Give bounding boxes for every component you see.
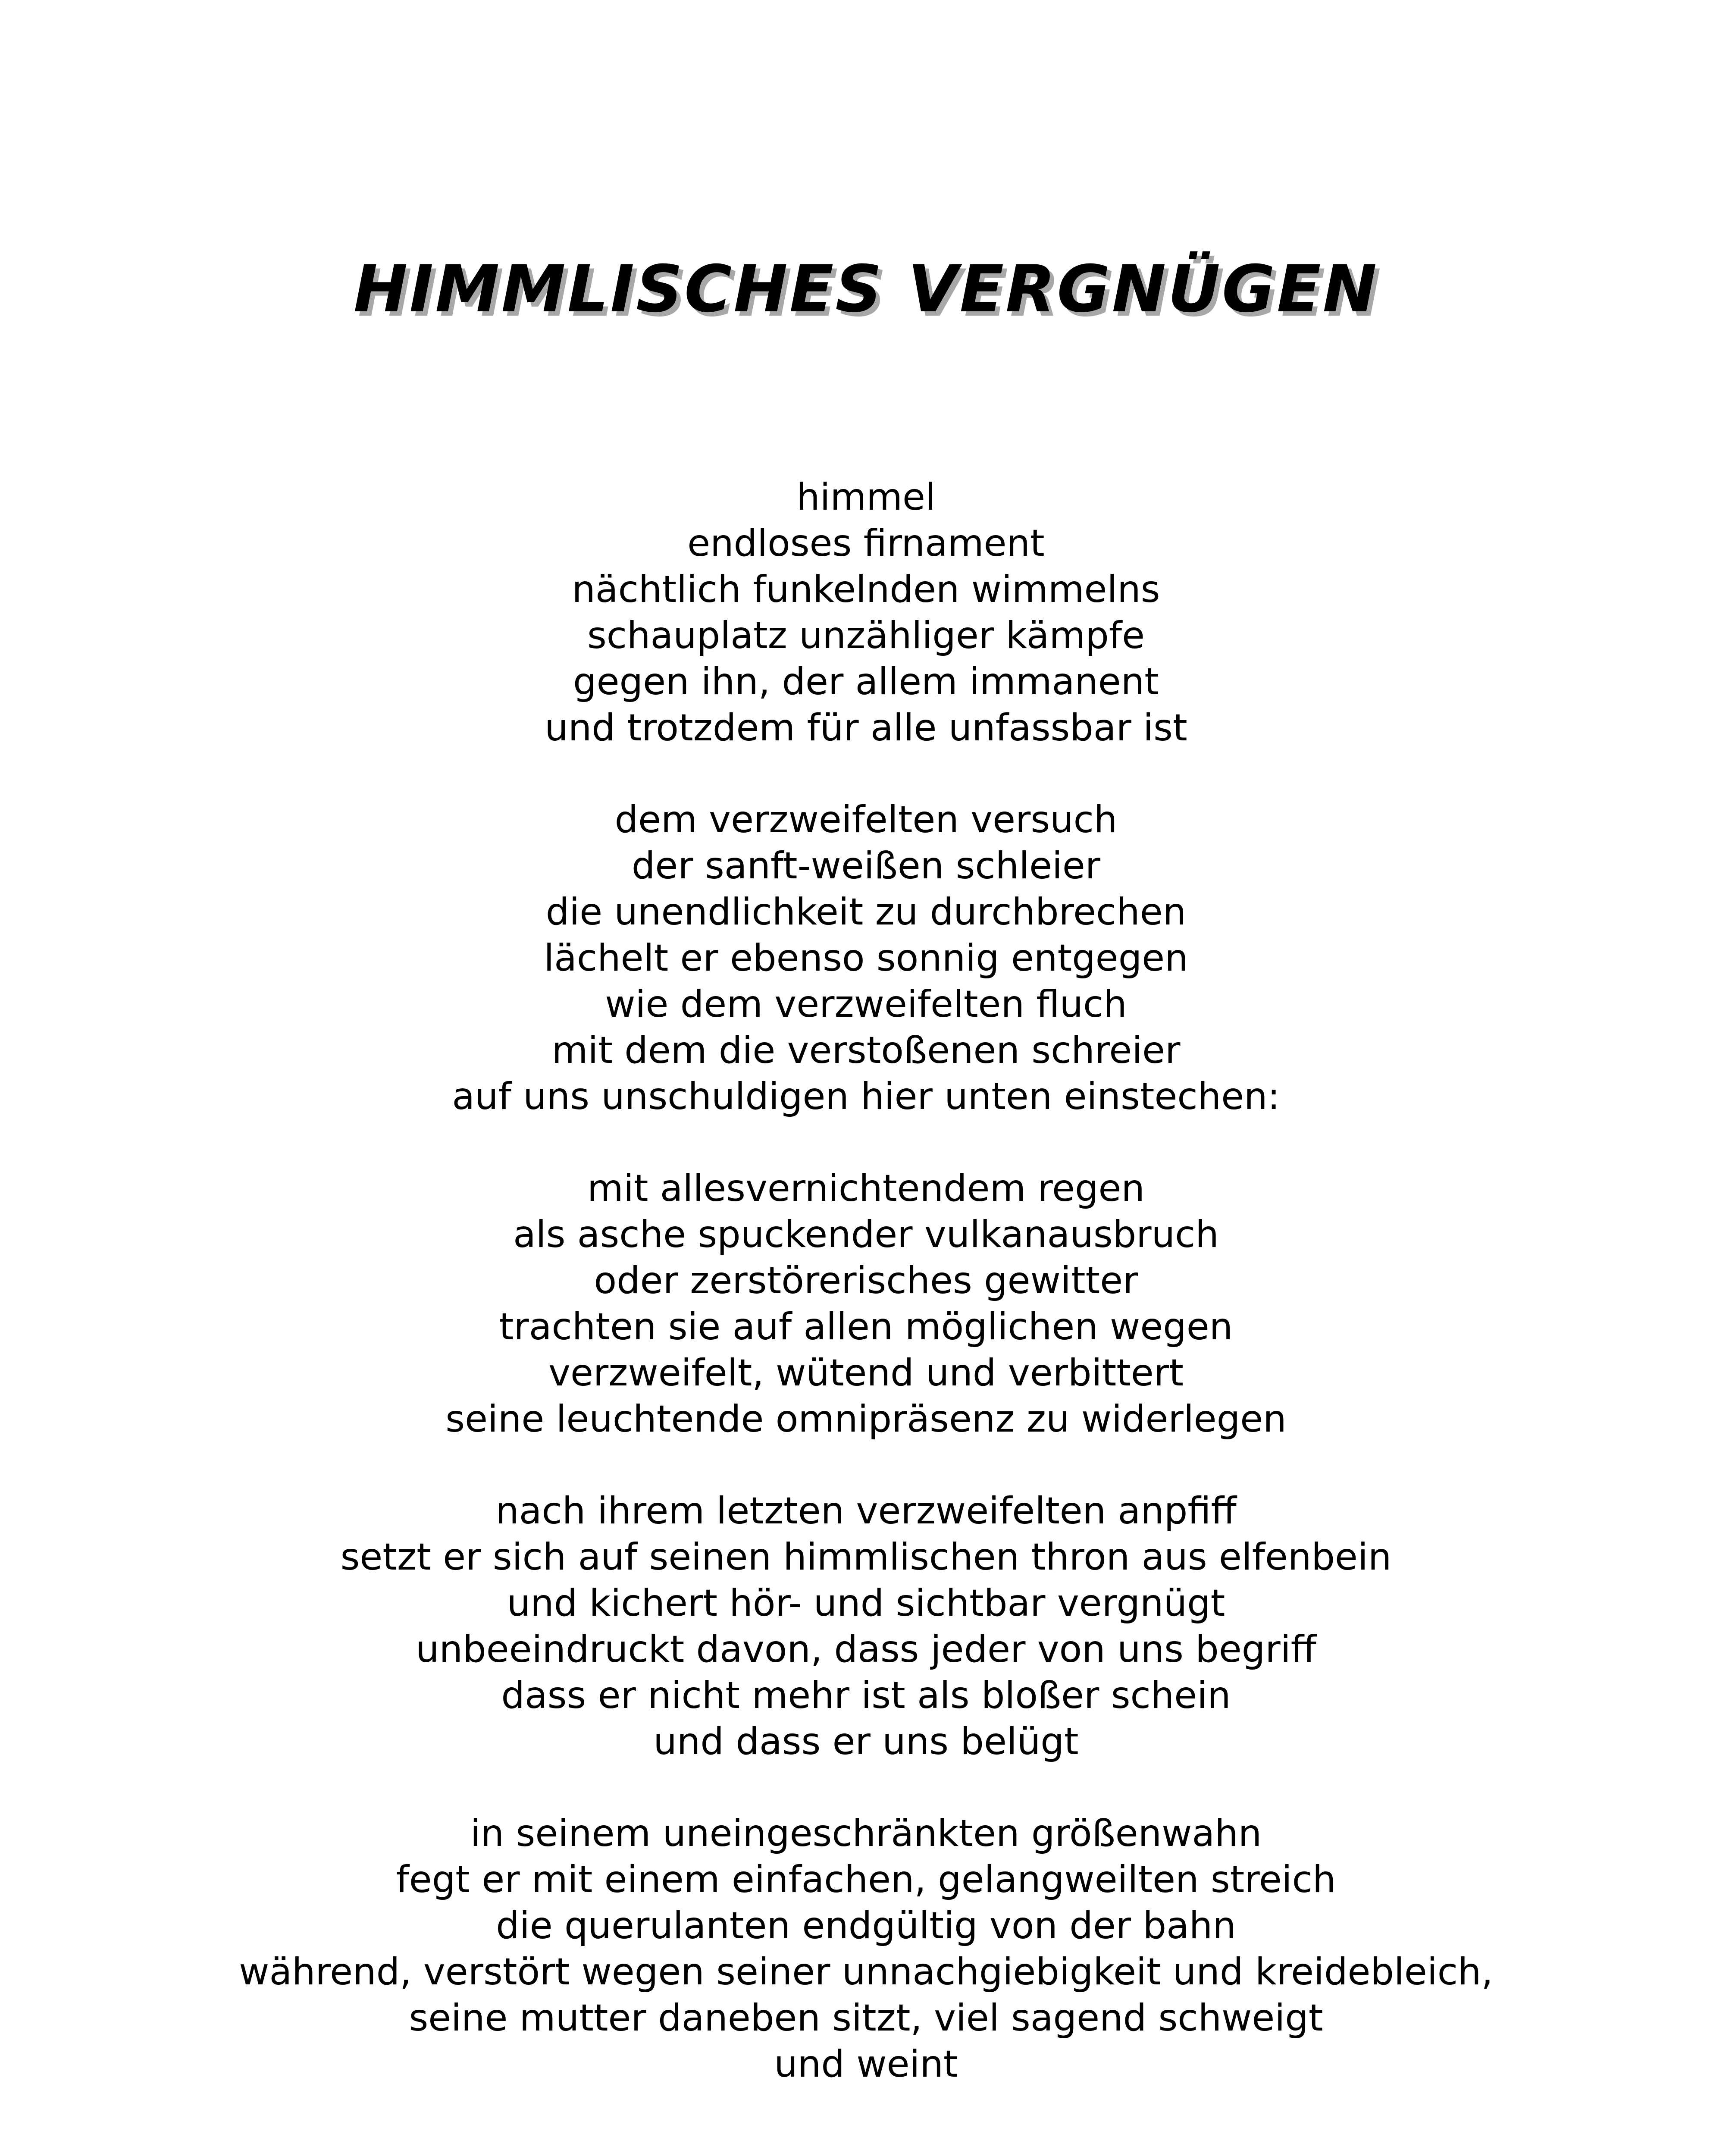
poem-line: die unendlichkeit zu durchbrechen — [545, 890, 1187, 934]
poem-line: himmel — [796, 476, 936, 519]
poem-line: mit dem die verstoßenen schreier — [551, 1029, 1181, 1072]
poem-line: dass er nicht mehr ist als bloßer schein — [501, 1674, 1231, 1717]
poem-line: trachten sie auf allen möglichen wegen — [499, 1305, 1233, 1348]
stanza-5 — [0, 1811, 1732, 2087]
stanza-2 — [0, 797, 1732, 1120]
poem-title: HIMMLISCHES VERGNÜGEN — [353, 251, 1379, 327]
poem-line: während, verstört wegen seiner unnachgiebigkeit und kreidebleich, — [239, 1950, 1493, 1993]
poem-line: fegt er mit einem einfachen, gelangweilten streich — [396, 1858, 1336, 1901]
poem-line: und dass er uns belügt — [653, 1720, 1079, 1763]
poem-line: setzt er sich auf seinen himmlischen thron aus elfenbein — [340, 1536, 1392, 1579]
poem-line: dem verzweifelten versuch — [614, 798, 1118, 841]
poem-line: nächtlich funkelnden wimmelns — [572, 568, 1160, 611]
poem-line: und kichert hör- und sichtbar vergnügt — [507, 1582, 1225, 1625]
stanza-3 — [0, 1166, 1732, 1442]
poem-line: auf uns unschuldigen hier unten einstechen: — [452, 1075, 1280, 1118]
poem-line: nach ihrem letzten verzweifelten anpfiff — [495, 1489, 1237, 1532]
poem-line: der sanft-weißen schleier — [631, 844, 1101, 887]
poem-line: oder zerstörerisches gewitter — [594, 1259, 1138, 1302]
poem-line: lächelt er ebenso sonnig entgegen — [544, 937, 1188, 980]
poem-line: seine leuchtende omnipräsenz zu widerlegen — [445, 1398, 1287, 1441]
poem-line: endloses firnament — [687, 522, 1045, 565]
poem-line: wie dem verzweifelten fluch — [605, 983, 1127, 1026]
poem-line: als asche spuckender vulkanausbruch — [513, 1213, 1219, 1256]
poem-line: mit allesvernichtendem regen — [587, 1167, 1145, 1210]
poem-line: unbeeindruckt davon, dass jeder von uns begriff — [416, 1628, 1316, 1671]
poem-line: gegen ihn, der allem immanent — [573, 660, 1159, 703]
poem-line: verzweifelt, wütend und verbittert — [548, 1351, 1184, 1395]
poem-line: schauplatz unzähliger kämpfe — [587, 614, 1145, 657]
poem-line: und trotzdem für alle unfassbar ist — [545, 706, 1187, 749]
poem-line: und weint — [774, 2043, 958, 2086]
poem-line: die querulanten endgültig von der bahn — [496, 1904, 1236, 1947]
stanza-1 — [0, 474, 1732, 751]
poem-line: in seinem uneingeschränkten größenwahn — [470, 1812, 1262, 1855]
poem-body — [0, 474, 1732, 2133]
stanza-4 — [0, 1488, 1732, 1765]
poem-line: seine mutter daneben sitzt, viel sagend schweigt — [409, 1996, 1323, 2040]
